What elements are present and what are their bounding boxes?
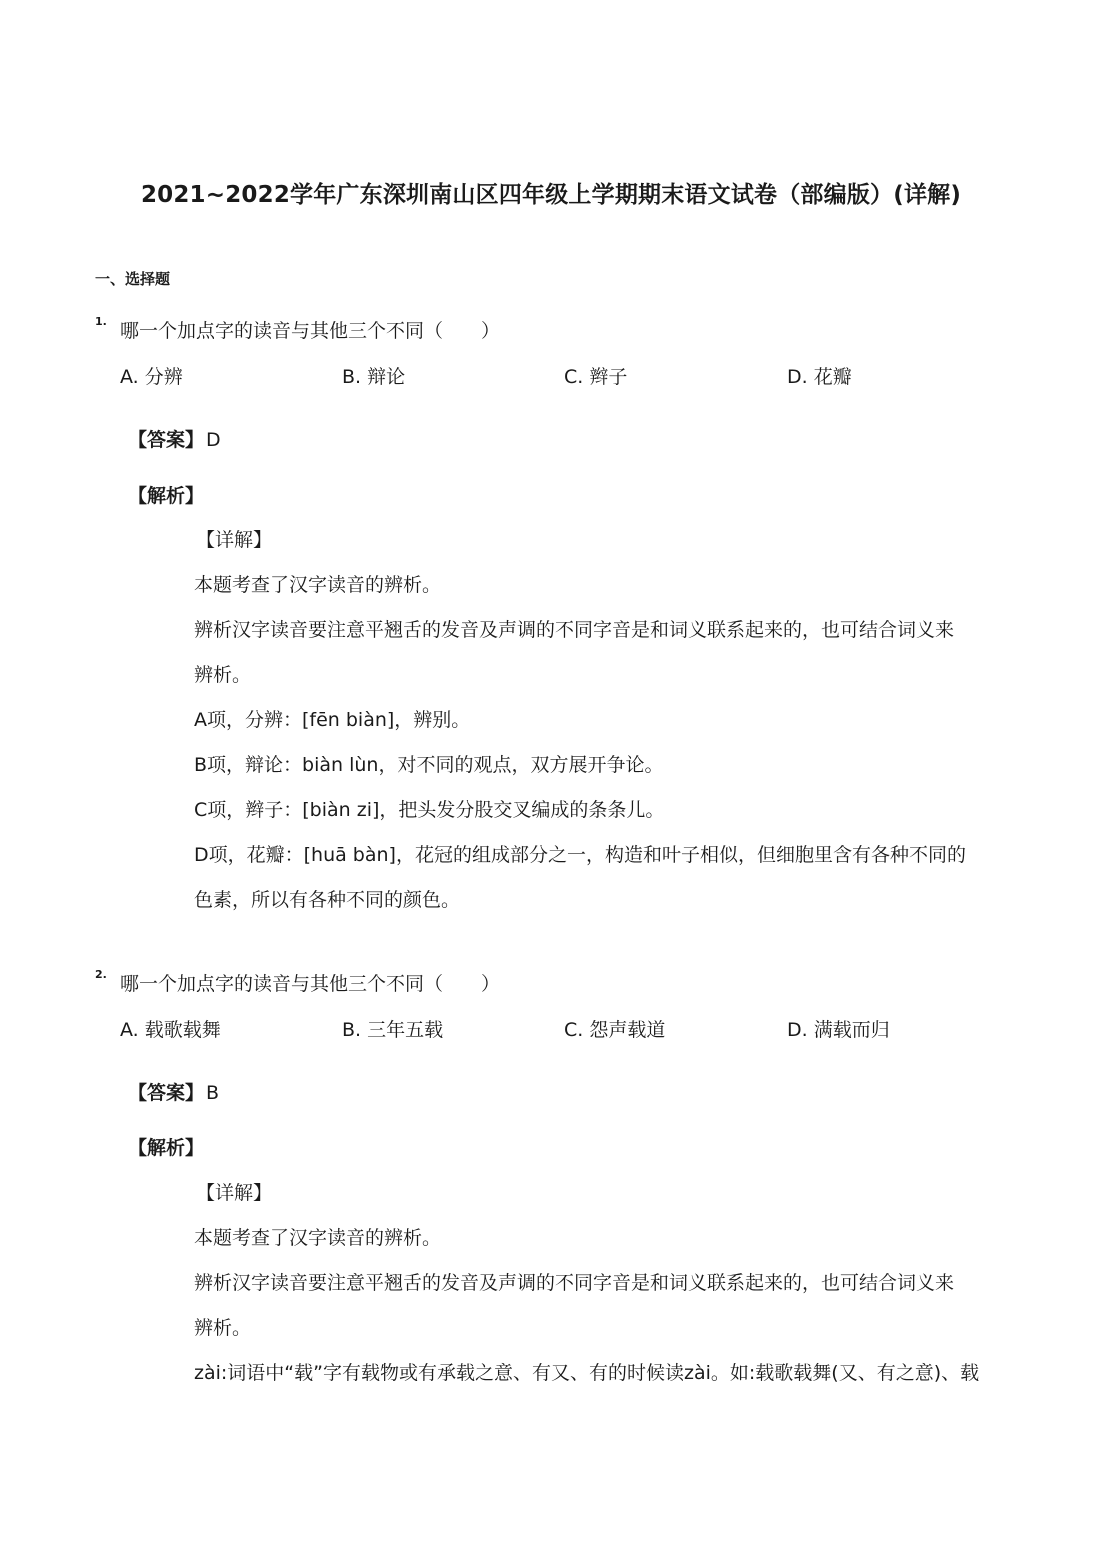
detail-line: 辨析。 bbox=[194, 664, 252, 686]
detail-line: 本题考查了汉字读音的辨析。 bbox=[194, 574, 442, 596]
option-b: B. 辩论 bbox=[342, 366, 406, 388]
section-heading: 一、选择题 bbox=[95, 270, 171, 288]
option-c: C. 辫子 bbox=[564, 366, 628, 388]
document-title: 2021~2022学年广东深圳南山区四年级上学期期末语文试卷（部编版）(详解) bbox=[140, 182, 962, 208]
detail-line: B项，辩论：biàn lùn，对不同的观点，双方展开争论。 bbox=[194, 754, 664, 776]
question-text: 哪一个加点字的读音与其他三个不同（ ） bbox=[120, 320, 501, 342]
detail-line: 辨析汉字读音要注意平翘舌的发音及声调的不同字音是和词义联系起来的，也可结合词义来 bbox=[194, 1272, 955, 1294]
detail-line: 色素，所以有各种不同的颜色。 bbox=[194, 889, 461, 911]
analysis-label: 【解析】 bbox=[128, 485, 205, 507]
option-a: A. 载歌载舞 bbox=[120, 1019, 221, 1041]
answer-value: D bbox=[206, 429, 221, 451]
option-b: B. 三年五载 bbox=[342, 1019, 444, 1041]
answer-label: 【答案】 bbox=[128, 429, 205, 451]
option-c: C. 怨声载道 bbox=[564, 1019, 666, 1041]
detail-label: 【详解】 bbox=[196, 1182, 273, 1204]
answer-label: 【答案】 bbox=[128, 1082, 205, 1104]
detail-line: A项，分辨：[fēn biàn]，辨别。 bbox=[194, 709, 471, 731]
question-number: 2. bbox=[95, 968, 107, 981]
answer-value: B bbox=[206, 1082, 220, 1104]
detail-line: 辨析。 bbox=[194, 1317, 252, 1339]
detail-label: 【详解】 bbox=[196, 529, 273, 551]
option-d: D. 满载而归 bbox=[787, 1019, 890, 1041]
detail-line: 本题考查了汉字读音的辨析。 bbox=[194, 1227, 442, 1249]
detail-line: zài:词语中“载”字有载物或有承载之意、有又、有的时候读zài。如:载歌载舞(又、有之意)、载 bbox=[194, 1362, 980, 1384]
option-a: A. 分辨 bbox=[120, 366, 183, 388]
analysis-label: 【解析】 bbox=[128, 1137, 205, 1159]
answer-row bbox=[128, 1078, 219, 1105]
detail-line: 辨析汉字读音要注意平翘舌的发音及声调的不同字音是和词义联系起来的，也可结合词义来 bbox=[194, 619, 955, 641]
detail-line: D项，花瓣：[huā bàn]，花冠的组成部分之一，构造和叶子相似，但细胞里含有各种不同的 bbox=[194, 844, 966, 866]
answer-row bbox=[128, 425, 221, 452]
question-text: 哪一个加点字的读音与其他三个不同（ ） bbox=[120, 973, 501, 995]
option-d: D. 花瓣 bbox=[787, 366, 852, 388]
question-number: 1. bbox=[95, 315, 107, 328]
detail-line: C项，辫子：[biàn zi]，把头发分股交叉编成的条条儿。 bbox=[194, 799, 665, 821]
